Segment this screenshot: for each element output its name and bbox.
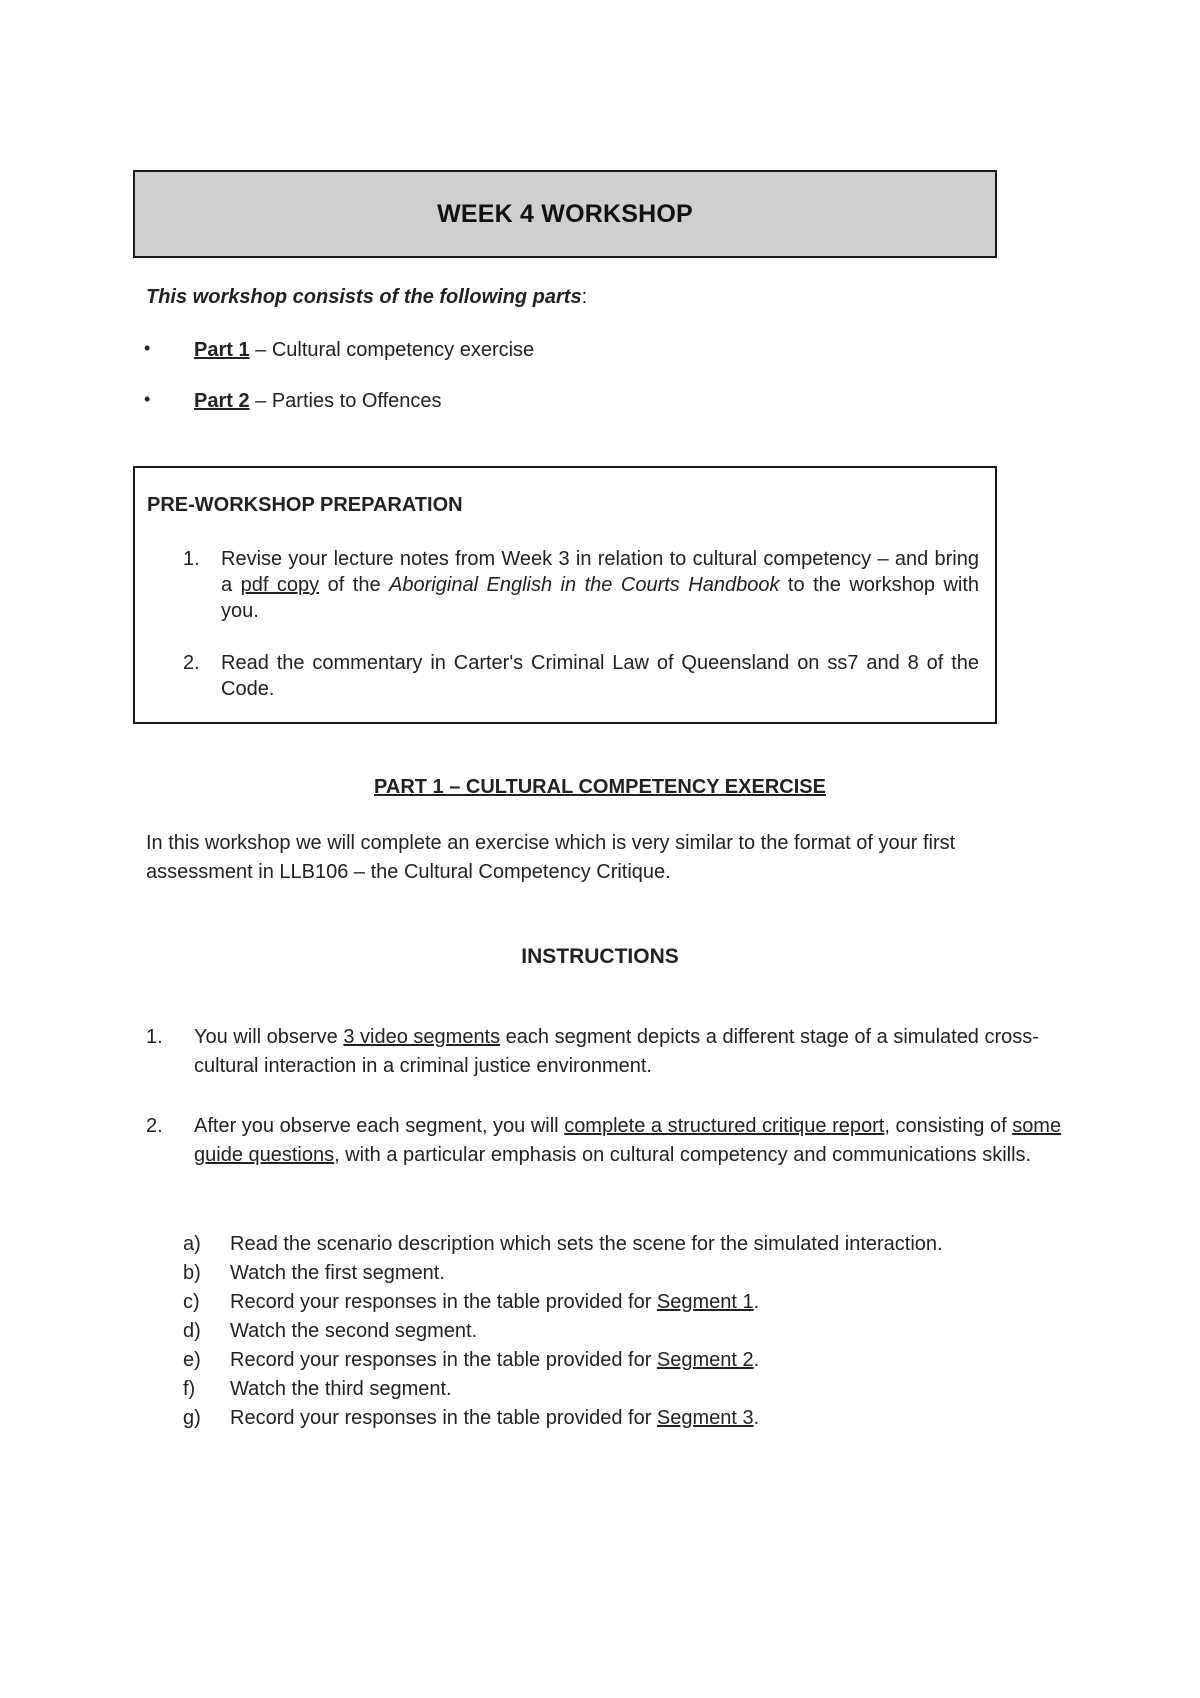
part-1-label: Part 1 bbox=[194, 339, 250, 361]
instructions-heading: INSTRUCTIONS bbox=[521, 945, 679, 968]
substep-end: . bbox=[753, 1349, 760, 1371]
substep-text: Read the scenario description which sets the scene for the simulated interaction. bbox=[230, 1233, 943, 1255]
substep-text: Watch the third segment. bbox=[230, 1378, 452, 1400]
substep-end: . bbox=[753, 1291, 760, 1313]
substep-label: a) bbox=[183, 1233, 201, 1255]
segment-2-link[interactable]: Segment 2 bbox=[656, 1349, 754, 1371]
segment-1-link[interactable]: Segment 1 bbox=[656, 1291, 754, 1313]
substep-label: g) bbox=[183, 1407, 201, 1429]
page-title: WEEK 4 WORKSHOP bbox=[437, 199, 693, 228]
intro-colon: : bbox=[581, 286, 588, 308]
part-1-paragraph: In this workshop we will complete an exercise which is very similar to the format of your first assessment in LLB106 – the Cultural Competency Critique. bbox=[146, 832, 956, 883]
pre-workshop-box bbox=[133, 466, 997, 724]
substep-label: b) bbox=[183, 1262, 201, 1284]
prep-item-1-text-2: of the bbox=[319, 574, 390, 596]
part-1-text: – Cultural competency exercise bbox=[249, 339, 535, 361]
step-2-text: After you observe each segment, you will bbox=[194, 1115, 565, 1137]
intro-text: This workshop consists of the following parts bbox=[146, 286, 582, 308]
segment-3-link[interactable]: Segment 3 bbox=[656, 1407, 754, 1429]
intro-line bbox=[146, 286, 587, 309]
prep-item-2 bbox=[183, 650, 979, 702]
prep-item-1-text-3: to the workshop with you. bbox=[221, 574, 980, 622]
pdf-copy-link[interactable]: pdf copy bbox=[240, 574, 320, 596]
substep-label: f) bbox=[183, 1378, 196, 1400]
prep-item-1-text: Revise your lecture notes from Week 3 in relation to cultural competency – and bring a bbox=[221, 548, 979, 596]
substep-text: Watch the first segment. bbox=[230, 1262, 445, 1284]
substep-text: Watch the second segment. bbox=[230, 1320, 478, 1342]
video-segments-link[interactable]: 3 video segments bbox=[343, 1026, 501, 1048]
prep-item-number: 1. bbox=[183, 548, 200, 570]
instruction-step-2 bbox=[146, 1112, 1066, 1170]
handbook-title: Aboriginal English in the Courts Handbook bbox=[389, 574, 780, 596]
part-2-text: – Parties to Offences bbox=[249, 390, 442, 412]
part-1-heading bbox=[0, 776, 1200, 799]
step-number: 2. bbox=[146, 1115, 163, 1137]
substep-label: c) bbox=[183, 1291, 200, 1313]
part-1-heading-text: PART 1 – CULTURAL COMPETENCY EXERCISE bbox=[374, 776, 826, 798]
guide-questions-link[interactable]: some guide questions bbox=[194, 1115, 1062, 1166]
instruction-step-1 bbox=[146, 1023, 1066, 1081]
step-2-text-2: , consisting of bbox=[884, 1115, 1013, 1137]
critique-report-link[interactable]: complete a structured critique report bbox=[564, 1115, 885, 1137]
bullet-icon: • bbox=[144, 338, 151, 358]
step-number: 1. bbox=[146, 1026, 163, 1048]
step-2-text-3: , with a particular emphasis on cultural competency and communications skills. bbox=[334, 1144, 1032, 1166]
substep-label: e) bbox=[183, 1349, 201, 1371]
prep-item-1 bbox=[183, 546, 979, 624]
step-1-text-2: each segment depicts a different stage of a simulated cross-cultural interaction in a criminal justice environment. bbox=[194, 1026, 1039, 1077]
bullet-icon: • bbox=[144, 389, 151, 409]
substep-end: . bbox=[753, 1407, 760, 1429]
substep-label: d) bbox=[183, 1320, 201, 1342]
substep-text: Record your responses in the table provided for bbox=[230, 1291, 657, 1313]
prep-item-number: 2. bbox=[183, 652, 200, 674]
title-box bbox=[133, 170, 997, 258]
step-1-text: You will observe bbox=[194, 1026, 344, 1048]
substep-text: Record your responses in the table provided for bbox=[230, 1407, 657, 1429]
prep-heading: PRE-WORKSHOP PREPARATION bbox=[147, 494, 463, 516]
substep-text: Record your responses in the table provided for bbox=[230, 1349, 657, 1371]
prep-item-2-text: Read the commentary in Carter's Criminal Law of Queensland on ss7 and 8 of the Code. bbox=[221, 652, 979, 700]
part-2-label: Part 2 bbox=[194, 390, 250, 412]
